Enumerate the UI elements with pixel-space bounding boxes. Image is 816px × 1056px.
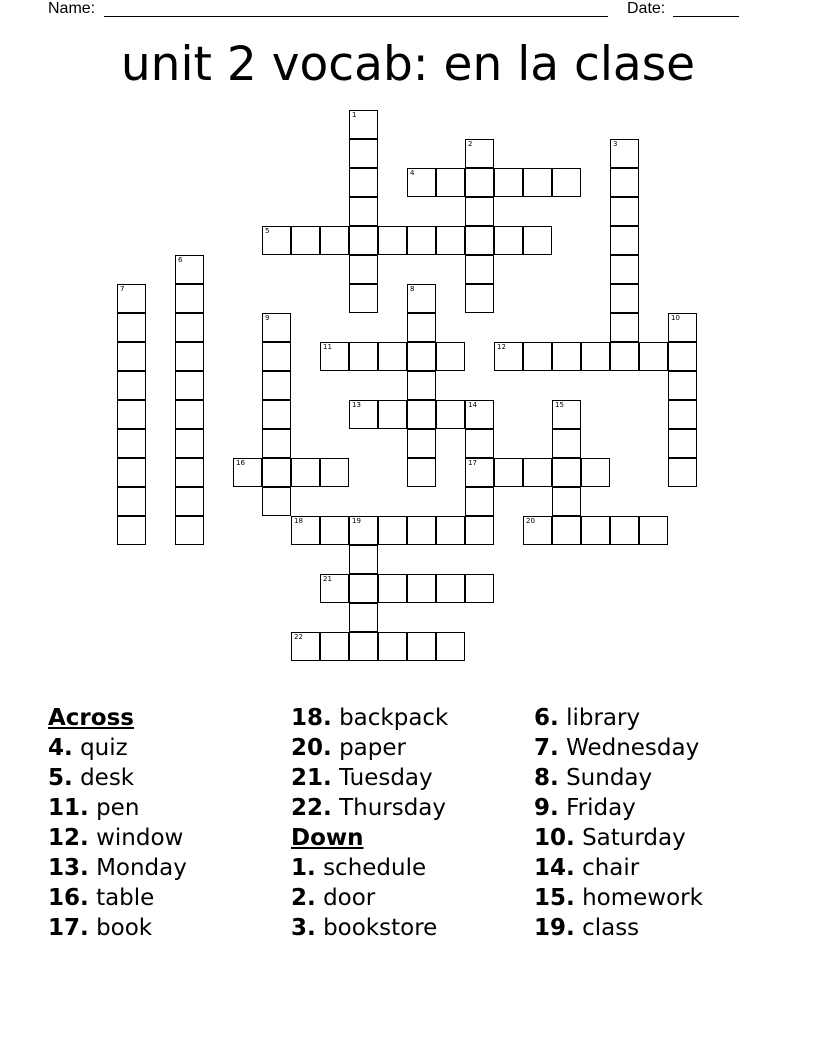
crossword-cell[interactable] bbox=[349, 197, 378, 226]
clue-across-17 bbox=[48, 913, 187, 943]
clue-across-5 bbox=[48, 763, 187, 793]
crossword-cell[interactable] bbox=[465, 400, 494, 429]
crossword-cell[interactable] bbox=[610, 226, 639, 255]
clue-number: 7. bbox=[534, 735, 559, 761]
cell-number: 5 bbox=[265, 227, 270, 235]
clue-text: Thursday bbox=[339, 795, 447, 821]
crossword-cell[interactable] bbox=[349, 603, 378, 632]
clue-text: Saturday bbox=[582, 825, 686, 851]
crossword-cell[interactable] bbox=[436, 516, 465, 545]
crossword-cell[interactable] bbox=[436, 632, 465, 661]
crossword-cell[interactable] bbox=[465, 255, 494, 284]
crossword-cell[interactable] bbox=[175, 255, 204, 284]
clue-number: 16. bbox=[48, 885, 89, 911]
crossword-cell[interactable] bbox=[262, 400, 291, 429]
crossword-cell[interactable] bbox=[523, 342, 552, 371]
crossword-cell[interactable] bbox=[610, 197, 639, 226]
crossword-cell[interactable] bbox=[523, 516, 552, 545]
crossword-cell[interactable] bbox=[117, 487, 146, 516]
clue-text: table bbox=[96, 885, 155, 911]
cell-number: 17 bbox=[468, 459, 477, 467]
crossword-cell[interactable] bbox=[349, 255, 378, 284]
crossword-cell[interactable] bbox=[407, 284, 436, 313]
crossword-cell[interactable] bbox=[436, 342, 465, 371]
crossword-cell[interactable] bbox=[233, 458, 262, 487]
clue-down-15 bbox=[534, 883, 703, 913]
clue-down-9 bbox=[534, 793, 703, 823]
name-label: Name: bbox=[48, 0, 96, 17]
crossword-cell[interactable] bbox=[610, 516, 639, 545]
clue-number: 11. bbox=[48, 795, 89, 821]
crossword-cell[interactable] bbox=[349, 574, 378, 603]
clue-text: window bbox=[96, 825, 184, 851]
crossword-cell[interactable] bbox=[378, 226, 407, 255]
clue-number: 1. bbox=[291, 855, 316, 881]
page-title: unit 2 vocab: en la clase bbox=[120, 37, 696, 92]
crossword-cell[interactable] bbox=[320, 458, 349, 487]
date-label: Date: bbox=[627, 0, 666, 17]
clue-number: 20. bbox=[291, 735, 332, 761]
crossword-cell[interactable] bbox=[407, 632, 436, 661]
crossword-cell[interactable] bbox=[407, 574, 436, 603]
cell-number: 4 bbox=[410, 169, 415, 177]
crossword-cell[interactable] bbox=[494, 168, 523, 197]
crossword-cell[interactable] bbox=[494, 342, 523, 371]
crossword-cell[interactable] bbox=[465, 516, 494, 545]
crossword-cell[interactable] bbox=[465, 168, 494, 197]
crossword-cell[interactable] bbox=[117, 429, 146, 458]
clue-number: 19. bbox=[534, 915, 575, 941]
clue-number: 6. bbox=[534, 705, 559, 731]
clue-number: 9. bbox=[534, 795, 559, 821]
crossword-cell[interactable] bbox=[320, 226, 349, 255]
clue-text: Monday bbox=[96, 855, 187, 881]
clue-column-1 bbox=[48, 703, 187, 943]
crossword-cell[interactable] bbox=[175, 371, 204, 400]
crossword-cell[interactable] bbox=[465, 429, 494, 458]
clue-text: homework bbox=[582, 885, 703, 911]
crossword-cell[interactable] bbox=[581, 516, 610, 545]
crossword-cell[interactable] bbox=[117, 458, 146, 487]
crossword-cell[interactable] bbox=[262, 429, 291, 458]
crossword-cell[interactable] bbox=[291, 632, 320, 661]
crossword-cell[interactable] bbox=[668, 313, 697, 342]
crossword-cell[interactable] bbox=[262, 313, 291, 342]
clue-text: Friday bbox=[566, 795, 636, 821]
crossword-cell[interactable] bbox=[465, 139, 494, 168]
crossword-cell[interactable] bbox=[320, 574, 349, 603]
crossword-cell[interactable] bbox=[378, 516, 407, 545]
clue-number: 14. bbox=[534, 855, 575, 881]
crossword-cell[interactable] bbox=[117, 313, 146, 342]
clue-across-21 bbox=[291, 763, 448, 793]
clue-text: door bbox=[323, 885, 376, 911]
crossword-cell[interactable] bbox=[378, 342, 407, 371]
clue-text: backpack bbox=[339, 705, 449, 731]
cell-number: 10 bbox=[671, 314, 680, 322]
clue-text: book bbox=[96, 915, 153, 941]
clue-text: Sunday bbox=[566, 765, 653, 791]
clue-column-2 bbox=[291, 703, 448, 943]
crossword-cell[interactable] bbox=[320, 632, 349, 661]
crossword-cell[interactable] bbox=[610, 139, 639, 168]
crossword-cell[interactable] bbox=[494, 458, 523, 487]
crossword-cell[interactable] bbox=[349, 226, 378, 255]
clue-number: 2. bbox=[291, 885, 316, 911]
crossword-cell[interactable] bbox=[523, 226, 552, 255]
cell-number: 12 bbox=[497, 343, 506, 351]
crossword-cell[interactable] bbox=[407, 371, 436, 400]
clue-text: library bbox=[566, 705, 641, 731]
crossword-cell[interactable] bbox=[349, 342, 378, 371]
clue-down-19 bbox=[534, 913, 703, 943]
crossword-cell[interactable] bbox=[117, 400, 146, 429]
crossword-cell[interactable] bbox=[639, 516, 668, 545]
clue-number: 10. bbox=[534, 825, 575, 851]
crossword-cell[interactable] bbox=[610, 255, 639, 284]
crossword-cell[interactable] bbox=[610, 342, 639, 371]
clue-number: 5. bbox=[48, 765, 73, 791]
cell-number: 2 bbox=[468, 140, 473, 148]
crossword-cell[interactable] bbox=[610, 284, 639, 313]
cell-number: 13 bbox=[352, 401, 361, 409]
clue-number: 4. bbox=[48, 735, 73, 761]
crossword-cell[interactable] bbox=[639, 342, 668, 371]
clue-number: 3. bbox=[291, 915, 316, 941]
crossword-cell[interactable] bbox=[465, 574, 494, 603]
clue-text: bookstore bbox=[323, 915, 438, 941]
crossword-cell[interactable] bbox=[117, 516, 146, 545]
cell-number: 22 bbox=[294, 633, 303, 641]
crossword-cell[interactable] bbox=[291, 516, 320, 545]
crossword-cell[interactable] bbox=[349, 110, 378, 139]
clue-across-13 bbox=[48, 853, 187, 883]
clue-number: 12. bbox=[48, 825, 89, 851]
clue-text: Wednesday bbox=[566, 735, 700, 761]
crossword-cell[interactable] bbox=[407, 313, 436, 342]
clue-down-10 bbox=[534, 823, 703, 853]
crossword-cell[interactable] bbox=[175, 516, 204, 545]
clue-down-1 bbox=[291, 853, 448, 883]
cell-number: 18 bbox=[294, 517, 303, 525]
crossword-cell[interactable] bbox=[378, 400, 407, 429]
crossword-cell[interactable] bbox=[349, 632, 378, 661]
down-heading: Down bbox=[291, 825, 364, 851]
crossword-cell[interactable] bbox=[407, 226, 436, 255]
crossword-cell[interactable] bbox=[175, 313, 204, 342]
crossword-cell[interactable] bbox=[175, 342, 204, 371]
clue-number: 21. bbox=[291, 765, 332, 791]
clue-down-14 bbox=[534, 853, 703, 883]
cell-number: 15 bbox=[555, 401, 564, 409]
cell-number: 7 bbox=[120, 285, 125, 293]
crossword-cell[interactable] bbox=[175, 487, 204, 516]
crossword-cell[interactable] bbox=[175, 458, 204, 487]
clue-across-20 bbox=[291, 733, 448, 763]
crossword-cell[interactable] bbox=[465, 197, 494, 226]
crossword-cell[interactable] bbox=[349, 284, 378, 313]
clue-down-6 bbox=[534, 703, 703, 733]
crossword-cell[interactable] bbox=[668, 400, 697, 429]
clue-number: 22. bbox=[291, 795, 332, 821]
cell-number: 1 bbox=[352, 111, 357, 119]
cell-number: 3 bbox=[613, 140, 618, 148]
crossword-cell[interactable] bbox=[320, 516, 349, 545]
cell-number: 9 bbox=[265, 314, 270, 322]
clue-down-8 bbox=[534, 763, 703, 793]
crossword-cell[interactable] bbox=[378, 574, 407, 603]
clue-text: class bbox=[582, 915, 640, 941]
crossword-cell[interactable] bbox=[378, 632, 407, 661]
cell-number: 8 bbox=[410, 285, 415, 293]
clue-text: pen bbox=[96, 795, 140, 821]
crossword-cell[interactable] bbox=[436, 574, 465, 603]
cell-number: 21 bbox=[323, 575, 332, 583]
crossword-cell[interactable] bbox=[291, 226, 320, 255]
clue-across-16 bbox=[48, 883, 187, 913]
clue-across-11 bbox=[48, 793, 187, 823]
clue-text: paper bbox=[339, 735, 406, 761]
crossword-cell[interactable] bbox=[291, 458, 320, 487]
crossword-cell[interactable] bbox=[407, 400, 436, 429]
cell-number: 16 bbox=[236, 459, 245, 467]
crossword-cell[interactable] bbox=[117, 371, 146, 400]
crossword-cell[interactable] bbox=[465, 458, 494, 487]
clue-down-3 bbox=[291, 913, 448, 943]
crossword-cell[interactable] bbox=[610, 313, 639, 342]
cell-number: 11 bbox=[323, 343, 332, 351]
clue-across-22 bbox=[291, 793, 448, 823]
crossword-cell[interactable] bbox=[407, 168, 436, 197]
crossword-cell[interactable] bbox=[262, 458, 291, 487]
clue-down-2 bbox=[291, 883, 448, 913]
crossword-cell[interactable] bbox=[552, 487, 581, 516]
clue-across-4 bbox=[48, 733, 187, 763]
crossword-cell[interactable] bbox=[117, 342, 146, 371]
crossword-cell[interactable] bbox=[465, 284, 494, 313]
clue-across-18 bbox=[291, 703, 448, 733]
cell-number: 14 bbox=[468, 401, 477, 409]
clue-number: 18. bbox=[291, 705, 332, 731]
crossword-cell[interactable] bbox=[262, 226, 291, 255]
clue-number: 8. bbox=[534, 765, 559, 791]
crossword-cell[interactable] bbox=[436, 168, 465, 197]
crossword-cell[interactable] bbox=[552, 429, 581, 458]
crossword-cell[interactable] bbox=[407, 342, 436, 371]
crossword-cell[interactable] bbox=[117, 284, 146, 313]
clue-down-7 bbox=[534, 733, 703, 763]
clue-text: desk bbox=[80, 765, 135, 791]
crossword-cell[interactable] bbox=[175, 284, 204, 313]
crossword-cell[interactable] bbox=[320, 342, 349, 371]
cell-number: 19 bbox=[352, 517, 361, 525]
clue-number: 15. bbox=[534, 885, 575, 911]
crossword-cell[interactable] bbox=[436, 400, 465, 429]
clue-across-12 bbox=[48, 823, 187, 853]
crossword-cell[interactable] bbox=[668, 342, 697, 371]
crossword-cell[interactable] bbox=[436, 226, 465, 255]
crossword-cell[interactable] bbox=[175, 429, 204, 458]
crossword-cell[interactable] bbox=[262, 487, 291, 516]
crossword-cell[interactable] bbox=[552, 516, 581, 545]
clue-text: schedule bbox=[323, 855, 427, 881]
crossword-cell[interactable] bbox=[552, 458, 581, 487]
crossword-cell[interactable] bbox=[407, 458, 436, 487]
crossword-cell[interactable] bbox=[465, 226, 494, 255]
clue-text: quiz bbox=[80, 735, 128, 761]
clue-text: Tuesday bbox=[339, 765, 433, 791]
crossword-cell[interactable] bbox=[552, 168, 581, 197]
crossword-cell[interactable] bbox=[552, 342, 581, 371]
crossword-cell[interactable] bbox=[523, 168, 552, 197]
crossword-cell[interactable] bbox=[407, 429, 436, 458]
crossword-cell[interactable] bbox=[349, 400, 378, 429]
crossword-cell[interactable] bbox=[668, 371, 697, 400]
crossword-cell[interactable] bbox=[407, 516, 436, 545]
clue-number: 17. bbox=[48, 915, 89, 941]
crossword-cell[interactable] bbox=[349, 545, 378, 574]
clue-text: chair bbox=[582, 855, 640, 881]
crossword-cell[interactable] bbox=[523, 458, 552, 487]
crossword-cell[interactable] bbox=[349, 516, 378, 545]
crossword-cell[interactable] bbox=[668, 458, 697, 487]
crossword-cell[interactable] bbox=[349, 139, 378, 168]
crossword-cell[interactable] bbox=[581, 342, 610, 371]
clue-number: 13. bbox=[48, 855, 89, 881]
crossword-cell[interactable] bbox=[494, 226, 523, 255]
across-heading: Across bbox=[48, 705, 134, 731]
clue-column-3 bbox=[534, 703, 703, 943]
crossword-cell[interactable] bbox=[552, 400, 581, 429]
cell-number: 6 bbox=[178, 256, 183, 264]
crossword-cell[interactable] bbox=[175, 400, 204, 429]
cell-number: 20 bbox=[526, 517, 535, 525]
crossword-cell[interactable] bbox=[610, 168, 639, 197]
crossword-cell[interactable] bbox=[581, 458, 610, 487]
crossword-cell[interactable] bbox=[668, 429, 697, 458]
crossword-cell[interactable] bbox=[349, 168, 378, 197]
crossword-cell[interactable] bbox=[465, 487, 494, 516]
crossword-cell[interactable] bbox=[262, 371, 291, 400]
crossword-cell[interactable] bbox=[262, 342, 291, 371]
